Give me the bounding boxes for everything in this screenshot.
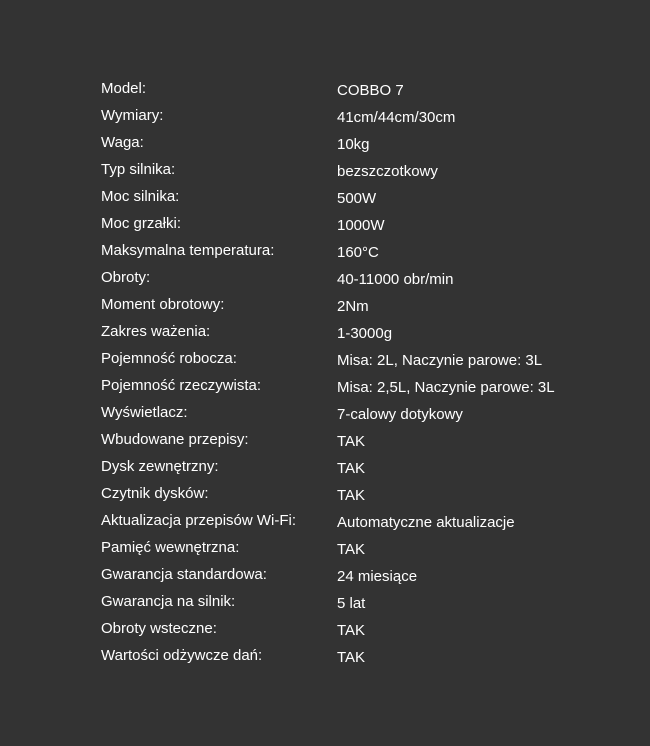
spec-value: 7-calowy dotykowy [337,406,463,423]
spec-value: TAK [337,433,366,450]
spec-label: Moment obrotowy: [101,296,225,313]
spec-value: TAK [337,649,366,666]
spec-value: Automatyczne aktualizacje [337,514,515,531]
spec-label: Wbudowane przepisy: [101,431,249,448]
spec-row [101,158,621,185]
spec-label: Zakres ważenia: [101,323,211,340]
spec-label: Pojemność robocza: [101,350,237,367]
spec-row [101,212,621,239]
spec-table [101,77,621,671]
spec-row [101,455,621,482]
spec-row [101,617,621,644]
spec-value: 1-3000g [337,325,393,342]
spec-value: 2Nm [337,298,369,315]
spec-label: Wymiary: [101,107,164,124]
spec-label: Wartości odżywcze dań: [101,647,263,664]
spec-row [101,347,621,374]
spec-row [101,185,621,212]
spec-row [101,590,621,617]
spec-label: Waga: [101,134,144,151]
spec-label: Model: [101,80,147,97]
spec-row [101,482,621,509]
spec-label: Obroty wsteczne: [101,620,217,637]
spec-label: Maksymalna temperatura: [101,242,275,259]
spec-value: TAK [337,460,366,477]
spec-row [101,320,621,347]
spec-row [101,104,621,131]
spec-row [101,293,621,320]
spec-label: Aktualizacja przepisów Wi-Fi: [101,512,297,529]
spec-value: Misa: 2L, Naczynie parowe: 3L [337,352,543,369]
spec-label: Wyświetlacz: [101,404,188,421]
spec-row [101,428,621,455]
spec-value: 10kg [337,136,370,153]
spec-value: 160°C [337,244,379,261]
spec-value: 40-11000 obr/min [337,271,454,288]
spec-value: TAK [337,541,366,558]
spec-value: bezszczotkowy [337,163,438,180]
spec-row [101,536,621,563]
spec-row [101,266,621,293]
spec-row [101,239,621,266]
spec-row [101,77,621,104]
spec-value: 500W [337,190,377,207]
spec-label: Pojemność rzeczywista: [101,377,262,394]
spec-value: 41cm/44cm/30cm [337,109,456,126]
spec-label: Moc silnika: [101,188,180,205]
spec-value: 24 miesiące [337,568,418,585]
spec-value: TAK [337,622,366,639]
spec-row [101,509,621,536]
spec-value: 5 lat [337,595,366,612]
spec-value: COBBO 7 [337,82,404,99]
spec-label: Gwarancja na silnik: [101,593,236,610]
spec-value: 1000W [337,217,385,234]
spec-value: TAK [337,487,366,504]
spec-label: Obroty: [101,269,151,286]
spec-label: Pamięć wewnętrzna: [101,539,240,556]
spec-label: Czytnik dysków: [101,485,209,502]
spec-label: Gwarancja standardowa: [101,566,267,583]
spec-row [101,644,621,671]
spec-row [101,131,621,158]
spec-row [101,563,621,590]
spec-row [101,374,621,401]
spec-label: Dysk zewnętrzny: [101,458,219,475]
spec-row [101,401,621,428]
spec-value: Misa: 2,5L, Naczynie parowe: 3L [337,379,555,396]
spec-label: Typ silnika: [101,161,176,178]
spec-label: Moc grzałki: [101,215,182,232]
